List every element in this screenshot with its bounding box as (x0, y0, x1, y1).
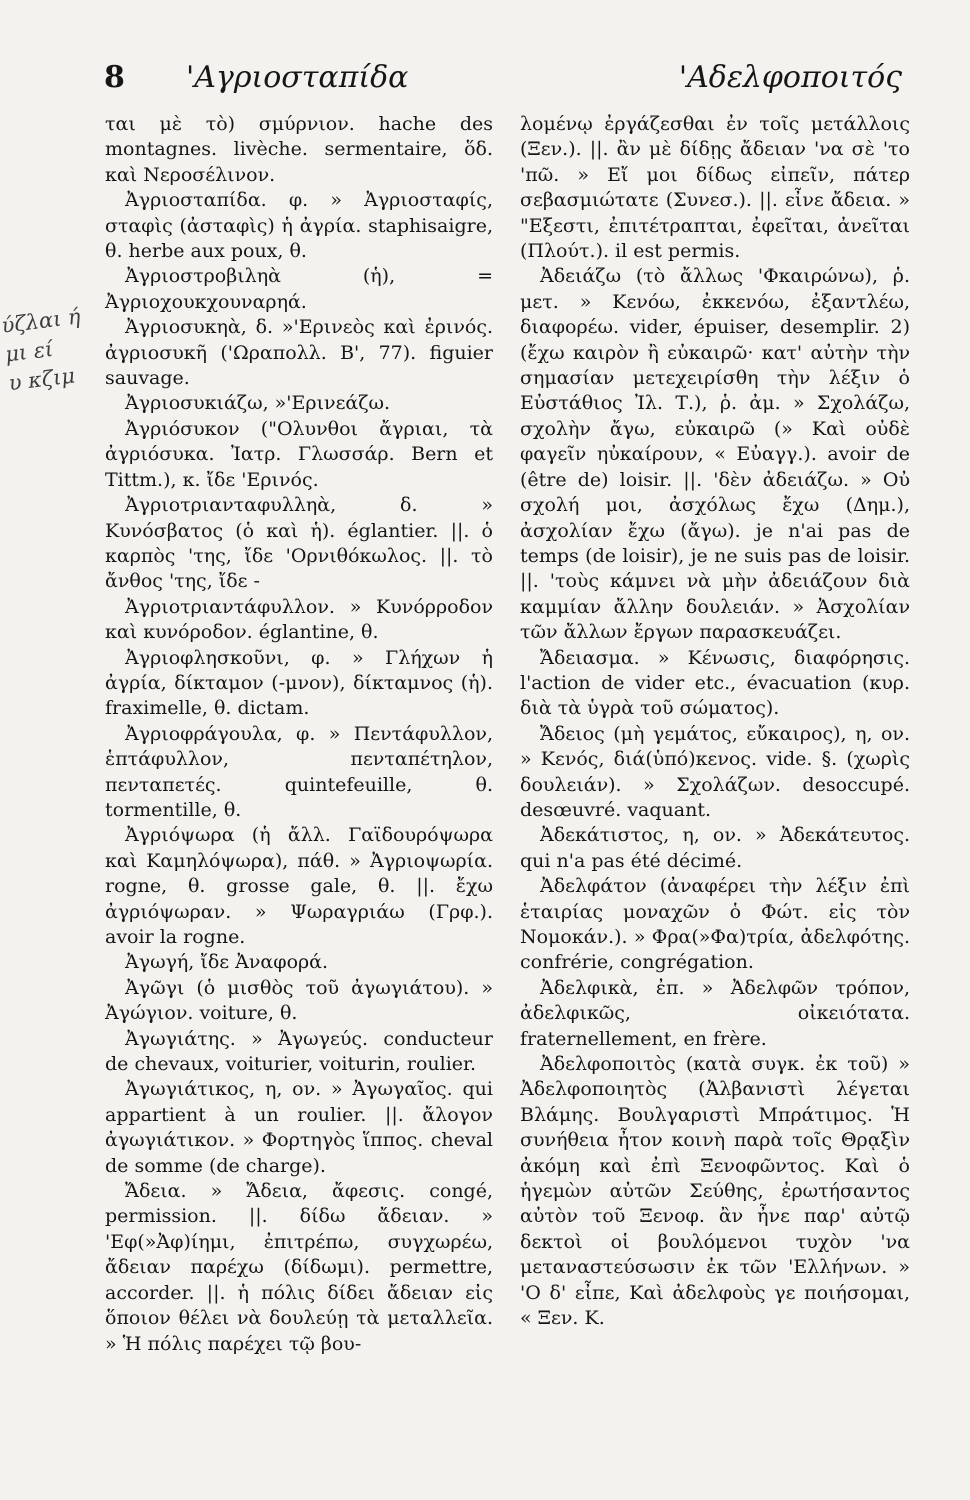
dictionary-entry: Ἀγριοφλησκοῦνι, φ. » Γλήχων ἡ ἀγρία, δίκταμον (-μνον), δίκταμνος (ἡ). fraximelle, θ. dictam. (105, 646, 493, 720)
dictionary-entry: Ἀγωγή, ἴδε Ἀναφορά. (125, 951, 329, 974)
dictionary-entry: Ἄδειος (μὴ γεμάτος, εὔκαιρος), η, ον. » Κενός, διά(ὑπό)κενος. vide. §. (χωρὶς δουλειάν). » Σχολάζων. desoccupé. desœuvré. vaquant. (520, 722, 910, 821)
right-running-headword: 'Αδελφοποιτός (678, 60, 902, 95)
dictionary-entry: Ἀγριοφράγουλα, φ. » Πεντάφυλλον, ἑπτάφυλλον, πενταπέτηλον, πενταπετές. quintefeuille, θ. tormentille, θ. (105, 722, 493, 821)
dictionary-entry: Ἀγριόσυκον ("Ολυνθοι ἄγριαι, τὰ ἀγριόσυκα. Ἰατρ. Γλωσσάρ. Bern et Tittm.), κ. ἴδε 'Ερινός. (105, 417, 493, 491)
dictionary-entry: Ἀγριόψωρα (ἡ ἄλλ. Γαϊδουρόψωρα καὶ Καμηλόψωρα), πάθ. » Ἀγριοψωρία. rogne, θ. grosse gale, θ. ||. ἔχω ἀγριόψωραν. » Ψωραγριάω (Γρφ.). avoir la rogne. (105, 824, 493, 948)
dictionary-entry: Ἀγριοσταπίδα. φ. » Ἀγριοσταφίς, σταφὶς (ἀσταφὶς) ἡ ἀγρία. staphisaigre, θ. herbe aux poux, θ. (105, 189, 493, 263)
dictionary-entry: Ἄδεια. » Ἄδεια, ἄφεσις. congé, permission. ||. δίδω ἄδειαν. » 'Εφ(»Ἀφ)ίημι, ἐπιτρέπω, συγχωρέω, ἄδειαν παρέχω (δίδωμι). permettre, accorder. ||. ἡ πόλις δίδει ἄδειαν εἰς ὅποιον θέλει νὰ δουλεύῃ τὰ μεταλλεῖα. » Ἡ πόλις παρέχει τῷ βου- (105, 1180, 493, 1355)
dictionary-entry: Ἀγριοστροβιληὰ (ἡ), = Ἀγριοχουκχουναρηά. (105, 265, 493, 313)
dictionary-entry: Ἀγριοτριαντάφυλλον. » Κυνόρροδον καὶ κυνόροδον. églantine, θ. (105, 595, 493, 644)
dictionary-entry: Ἀδελφικὰ, ἐπ. » Ἀδελφῶν τρόπον, ἀδελφικῶς, οἰκειότατα. fraternellement, en frère. (520, 976, 910, 1050)
dictionary-entry: λομένῳ ἐργάζεσθαι ἐν τοῖς μετάλλοις (Ξεν.). ||. ἂν μὲ δίδῃς ἄδειαν 'να σὲ 'το 'πῶ. » Εἴ μοι δίδως εἰπεῖν, πάτερ σεβασμιώτατε (Συνεσ.). ||. εἶνε ἄδεια. » "Εξεστι, ἐπιτέτραπται, ἐφεῖται, ἀνεῖται (Πλούτ.). il est permis. (520, 113, 910, 263)
page-header (104, 60, 902, 104)
margin-note-line: υ κζιμ (7, 363, 77, 396)
dictionary-entry: Ἀγωγιάτικος, η, ον. » Ἀγωγαῖος. qui appartient à un roulier. ||. ἄλογον ἀγωγιάτικον. » Φορτηγὸς ἵππος. cheval de somme (de charge). (105, 1078, 493, 1177)
dictionary-entry: Ἀγριοσυκηὰ, δ. »'Ερινεὸς καὶ ἐρινός. ἀγριοσυκῆ ('Ωραπολλ. Β', 77). figuier sauvage. (105, 316, 493, 390)
margin-note-line: μι εί (3, 336, 55, 367)
dictionary-entry: Ἀγριοσυκιάζω, »'Ερινεάζω. (125, 392, 391, 415)
left-column (105, 112, 493, 1357)
dictionary-entry: Ἀγωγιάτης. » Ἀγωγεύς. conducteur de chevaux, voiturier, voiturin, roulier. (105, 1027, 493, 1076)
right-column (520, 112, 910, 1332)
dictionary-entry: Ἄδειασμα. » Κένωσις, διαφόρησις. l'action de vider etc., évacuation (κυρ. διὰ τὰ ὑγρὰ τοῦ σώματος). (520, 646, 910, 720)
dictionary-entry: Ἀδελφοποιτὸς (κατὰ συγκ. ἐκ τοῦ) » Ἀδελφοποιητὸς (Ἀλβανιστὶ λέγεται Βλάμης. Βουλγαριστὶ Μπράτιμος. Ἡ συνήθεια ἦτον κοινὴ παρὰ τοῖς Θρᾳξὶν ἀκόμη καὶ ἐπὶ Ξενοφῶντος. Καὶ ὁ ἡγεμὼν αὐτῶν Σεύθης, ἐρωτήσαντος αὐτὸν τοῦ Ξενοφ. ἂν ἦνε παρ' αὐτῷ δεκτοὶ οἱ βουλόμενοι τυχὸν 'να μεταναστεύσωσιν ἐκ τῶν 'Ελλήνων. » 'Ο δ' εἶπε, Καὶ ἀδελφοὺς γε ποιήσομαι, « Ξεν. Κ. (520, 1053, 910, 1330)
dictionary-entry: Ἀδειάζω (τὸ ἄλλως 'Φκαιρώνω), ῥ. μετ. » Κενόω, ἐκκενόω, ἐξαντλέω, διαφορέω. vider, épuiser, desemplir. 2) (ἔχω καιρὸν ἢ εὐκαιρῶ· κατ' αὐτὴν τὴν σημασίαν μετεχειρίσθη τὴν λέξιν ὁ Εὐστάθιος Ἰλ. Τ.), ῥ. ἀμ. » Σχολάζω, σχολὴν ἄγω, εὐκαιρῶ (» Καὶ οὐδὲ φαγεῖν ηὐκαίρουν, « Εὐαγγ.). avoir de (être de) loisir. ||. 'δὲν ἀδειάζω. » Οὐ σχολή μοι, ἀσχόλως ἔχω (Δημ.), ἀσχολίαν ἔχω (ἄγω). je n'ai pas de temps (de loisir), je ne suis pas de loisir. ||. 'τοὺς κάμνει νὰ μὴν ἀδειάζουν διὰ καμμίαν ἄλλην δουλειάν. » Ἀσχολίαν τῶν ἄλλων ἔργων παρασκευάζει. (520, 265, 910, 644)
dictionary-entry: Ἀδελφάτον (ἀναφέρει τὴν λέξιν ἐπὶ ἑταιρίας μοναχῶν ὁ Φώτ. εἰς τὸν Νομοκάν.). » Φρα(»Φα)τρία, ἀδελφότης. confrérie, congrégation. (520, 875, 910, 974)
page-number: 8 (104, 60, 125, 95)
left-running-headword: 'Αγριοσταπίδα (186, 60, 409, 95)
dictionary-entry: Ἀγῶγι (ὁ μισθὸς τοῦ ἀγωγιάτου). » Ἀγώγιον. voiture, θ. (105, 976, 493, 1025)
margin-note-line: ύζλαι ή (0, 304, 82, 338)
handwritten-margin-note (0, 300, 110, 402)
dictionary-entry: Ἀγριοτριανταφυλληὰ, δ. » Κυνόσβατος (ὁ καὶ ἡ). églantier. ||. ὁ καρπὸς 'της, ἴδε 'Ορνιθόκωλος. ||. τὸ ἄνθος 'της, ἴδε - (105, 494, 493, 593)
dictionary-entry: Ἀδεκάτιστος, η, ον. » Ἀδεκάτευτος. qui n'a pas été décimé. (520, 824, 910, 872)
dictionary-entry: ται μὲ τὸ) σμύρνιον. hache des montagnes. livèche. sermentaire, ὅδ. καὶ Νεροσέλινον. (105, 113, 493, 186)
